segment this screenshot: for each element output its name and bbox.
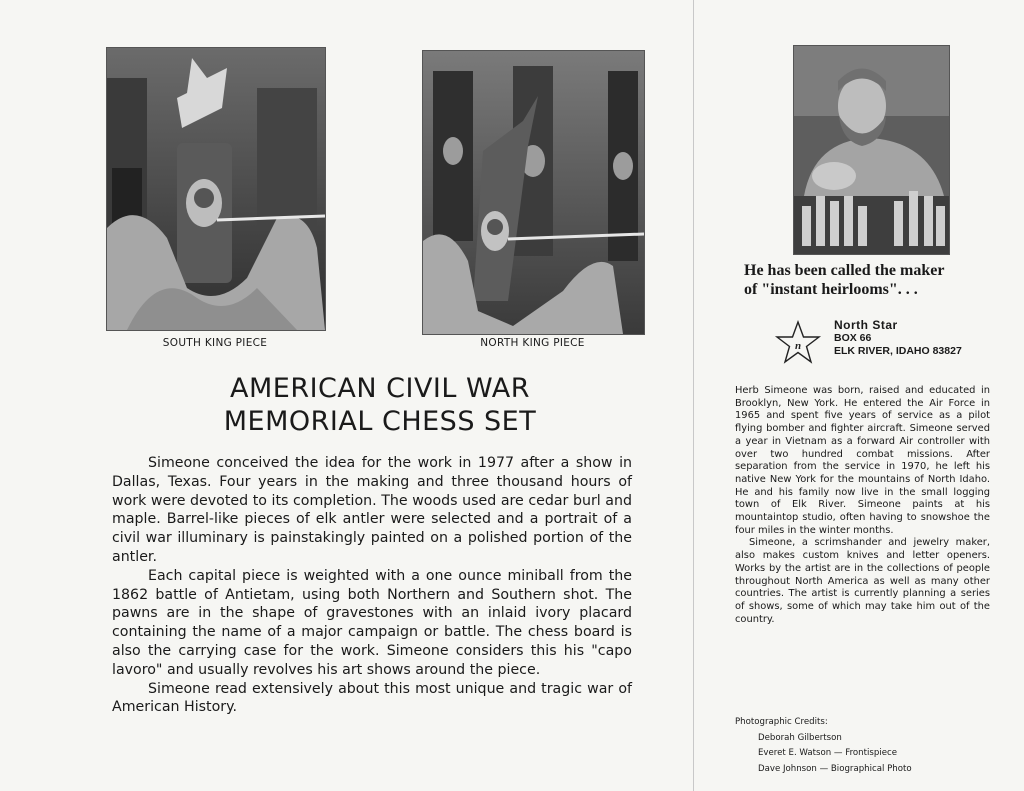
chess-set-title-line2: MEMORIAL CHESS SET (223, 406, 537, 437)
artist-portrait-photo (793, 45, 950, 255)
north-star-logo (774, 320, 822, 366)
north-king-photo (422, 50, 645, 335)
page-fold-divider (693, 0, 694, 791)
north-king-caption: NORTH KING PIECE (480, 337, 585, 349)
biography-paragraph: Herb Simeone was born, raised and educated in Brooklyn, New York. He entered the Air Force in 1965 and spent five years of service as a pilot flying bomber and fighter aircraft. Simeone served a year in Vietnam as a forward Air controller with over two hundred combat missions. After separation from the service in 1970, he left his native New York for the mountains of North Idaho. He and his family now live in the small logging town of Elk River. Simeone paints at his mountaintop studio, often having to snowshoe the four miles in the winter months. (735, 385, 990, 536)
chess-set-title-line1: AMERICAN CIVIL WAR (230, 373, 530, 404)
chess-set-description (112, 454, 632, 717)
description-paragraph: Simeone read extensively about this most unique and tragic war of American History. (112, 680, 632, 716)
address-city: ELK RIVER, IDAHO 83827 (834, 345, 962, 357)
south-king-caption: SOUTH KING PIECE (162, 337, 268, 349)
artist-tagline (744, 261, 984, 299)
business-name: North Star (834, 318, 898, 332)
address-box: BOX 66 (834, 332, 872, 344)
tagline-line: of "instant heirlooms". . . (744, 281, 918, 298)
south-king-photo (106, 47, 326, 331)
photo-credits (735, 715, 912, 777)
business-address (834, 319, 962, 358)
artist-biography (735, 385, 990, 626)
biography-paragraph: Simeone, a scrimshander and jewelry maker, also makes custom knives and letter openers. Works by the artist are in the collections of people throughout North America as well as many other countries. The artist is currently planning a series of shows, some of which may take him out of the country. (735, 537, 990, 625)
svg-text:n: n (794, 340, 802, 352)
description-paragraph: Simeone conceived the idea for the work in 1977 after a show in Dallas, Texas. Four years in the making and three thousand hours of work were devoted to its completion. The woods used are cedar burl and maple. Barrel-like pieces of elk antler were selected and a portrait of a civil war illuminary is painstakingly painted on a polished portion of the antler. (112, 455, 632, 565)
credit-line: Dave Johnson — Biographical Photo (758, 763, 912, 774)
description-paragraph: Each capital piece is weighted with a one ounce miniball from the 1862 battle of Antietam, using both Northern and Southern shot. The pawns are in the shape of gravestones with an inlaid ivory placard containing the name of a major campaign or battle. The chess board is also the carrying case for the work. Simeone considers this his "capo lavoro" and usually revolves his art shows around the piece. (112, 567, 632, 678)
tagline-line: He has been called the maker (744, 262, 945, 279)
credit-line: Everet E. Watson — Frontispiece (758, 748, 897, 758)
credit-line: Deborah Gilbertson (758, 732, 842, 743)
credits-heading: Photographic Credits: (735, 717, 828, 727)
